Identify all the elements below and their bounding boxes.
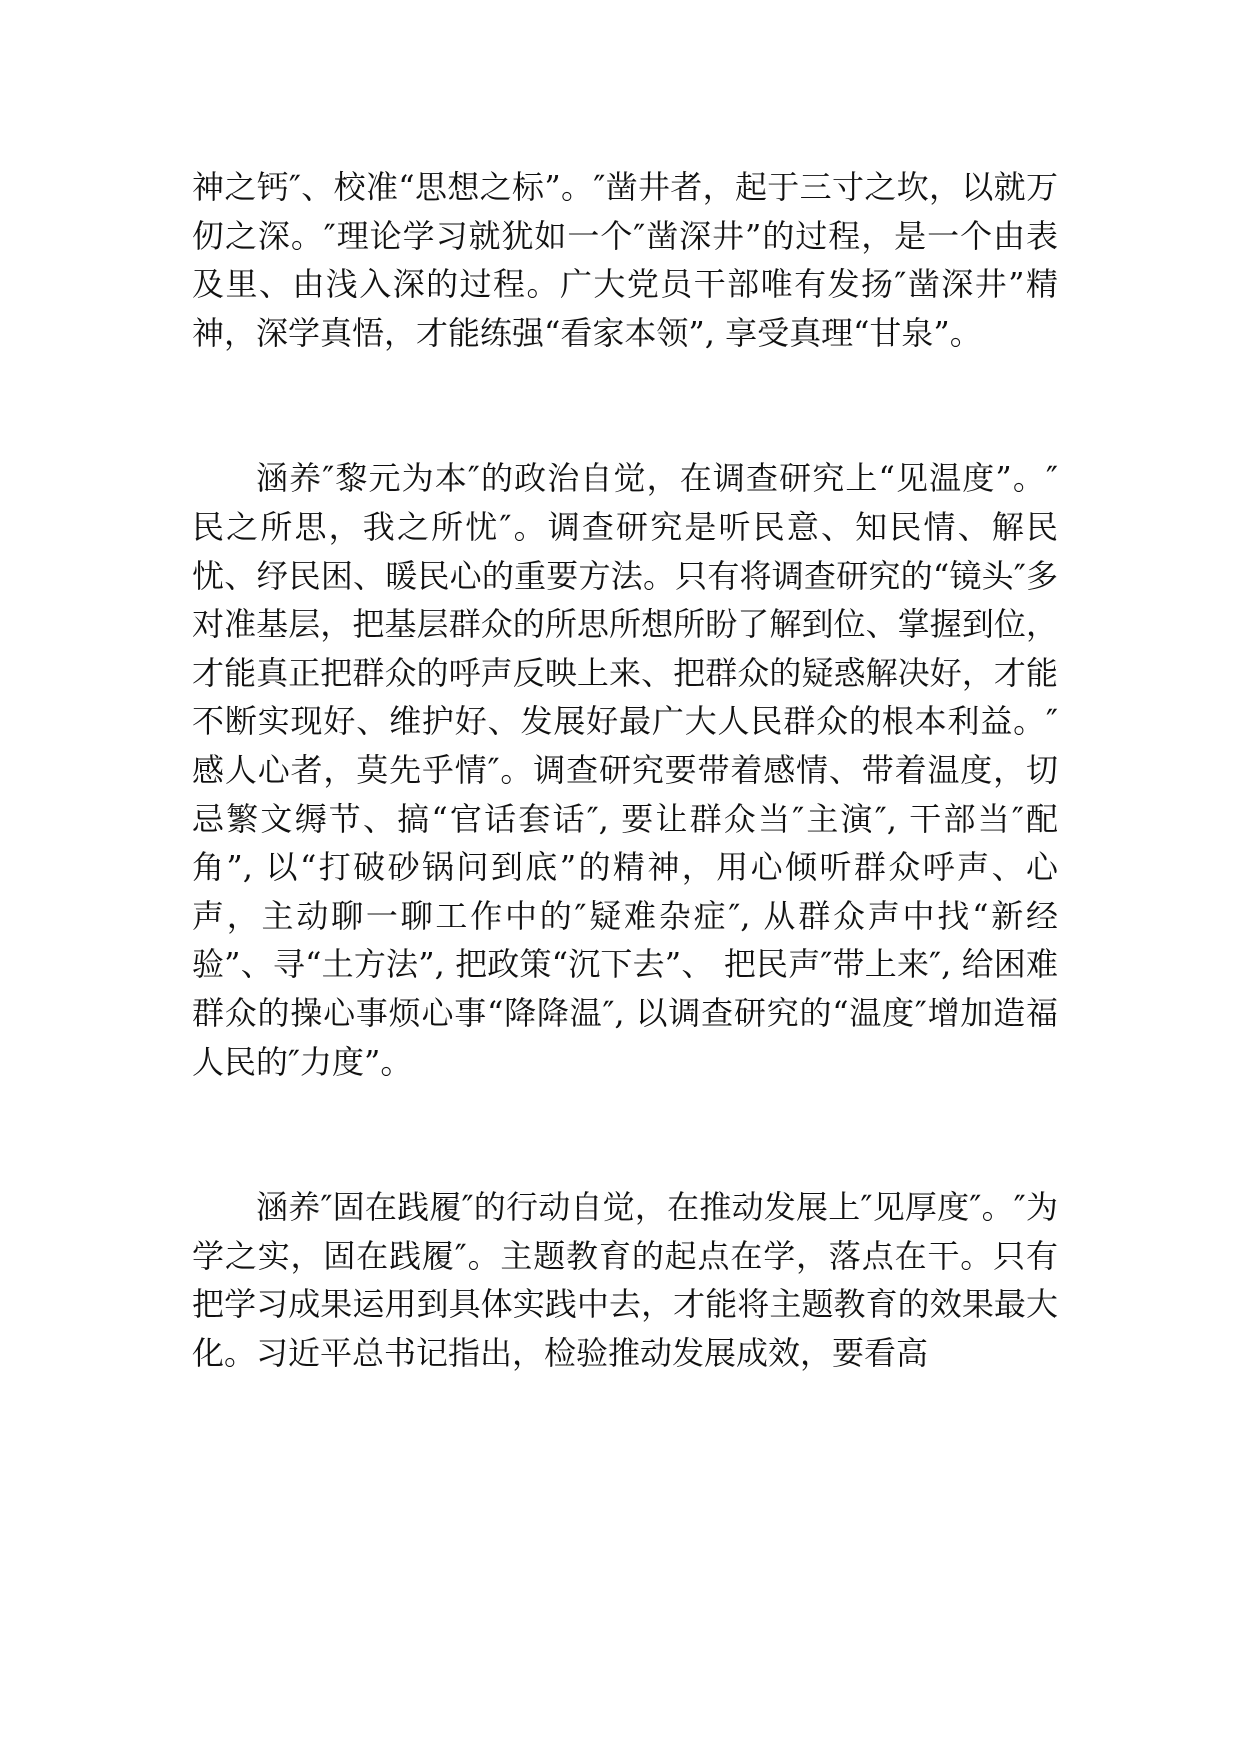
document-body bbox=[192, 163, 1058, 1377]
paragraph-spacer bbox=[192, 1086, 1058, 1183]
paragraph-practice-action: 涵养″固在践履″的行动自觉，在推动发展上″见厚度″。″为学之实，固在践履″。主题教育的起点在学，落点在干。只有把学习成果运用到具体实践中去，才能将主题教育的效果最大化。习近平总书记指出，检验推动发展成效，要看高 bbox=[192, 1188, 1058, 1372]
paragraph-theory-study: 神之钙″、校准“思想之标”。″凿井者，起于三寸之坎，以就万仞之深。″理论学习就犹如一个″凿深井”的过程，是一个由表及里、由浅入深的过程。广大党员干部唯有发扬″凿深井”精神，深学真悟，才能练强“看家本领”, 享受真理“甘泉”。 bbox=[192, 168, 1058, 352]
paragraph-investigation-research: 涵养″黎元为本″的政治自觉，在调查研究上“见温度”。″民之所思，我之所忧″。调查研究是听民意、知民情、解民忧、纾民困、暖民心的重要方法。只有将调查研究的“镜头″多对准基层，把基层群众的所思所想所盼了解到位、掌握到位，才能真正把群众的呼声反映上来、把群众的疑惑解决好，才能不断实现好、维护好、发展好最广大人民群众的根本利益。″感人心者，莫先乎情″。调查研究要带着感情、带着温度，切忌繁文缛节、搞“官话套话″, 要让群众当″主演″, 干部当″配角”, 以“打破砂锅问到底”的精神，用心倾听群众呼声、心声，主动聊一聊工作中的″疑难杂症″, 从群众声中找“新经验”、寻“土方法”, 把政策“沉下去”、 把民声″带上来″, 给困难群众的操心事烦心事“降降温″, 以调查研究的“温度″增加造福人民的″力度”。 bbox=[192, 459, 1058, 1081]
paragraph-spacer bbox=[192, 357, 1058, 454]
